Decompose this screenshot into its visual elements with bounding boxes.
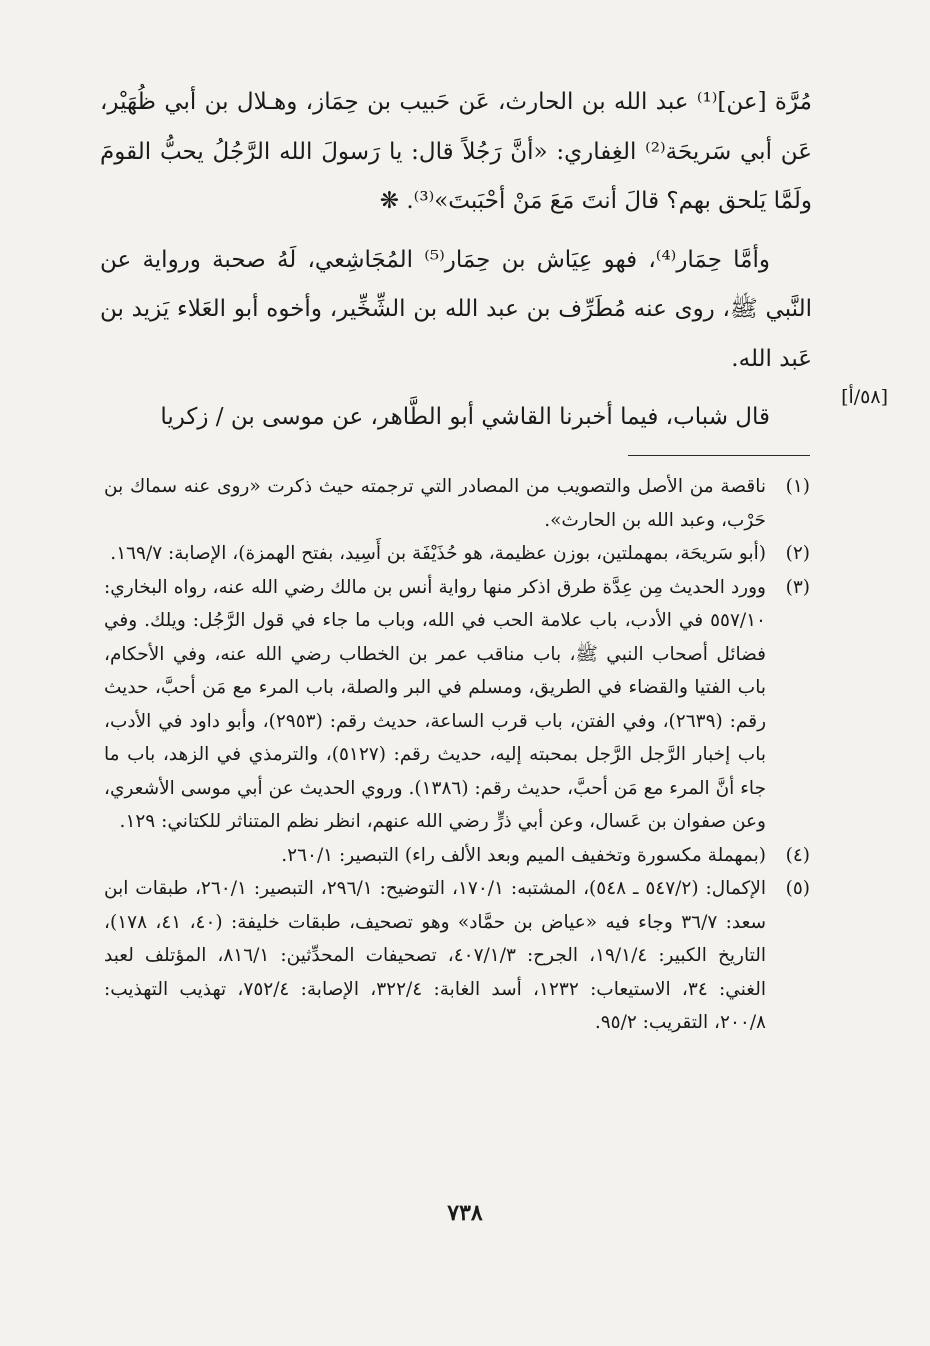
footnote-text: وورد الحديث مِن عِدَّة طرق اذكر منها رواية أنس بن مالك رضي الله عنه، رواه البخاري: ٥٥٧/١٠ في الأدب، باب علامة الحب في الله، وباب ما جاء في قول الرَّجُل: ويلك. وفي فضائل أصحاب النبي ﷺ، باب مناقب عمر بن الخطاب رضي الله عنه، وفي الأحكام، باب الفتيا والقضاء في الطريق، ومسلم في البر والصلة، باب المرء مع مَن أحبَّ، حديث رقم: (٢٦٣٩)، وفي الفتن، باب قرب الساعة، حديث رقم: (٢٩٥٣)، وأبو داود في الأدب، باب إخبار الرَّجل الرَّجل بمحبته إليه، حديث رقم: (٥١٢٧)، والترمذي في الزهد، باب ما جاء أنَّ المرء مع مَن أحبَّ، حديث رقم: (١٣٨٦). وروي الحديث عن أبي موسى الأشعري، وعن صفوان بن عَسال، وعن أبي ذرٍّ رضي الله عنهم، انظر نظم المتناثر للكتاني: ١٢٩. xyxy=(104,576,767,832)
footnote-2 xyxy=(104,537,810,571)
footnote-text: ناقصة من الأصل والتصويب من المصادر التي ترجمته حيث ذكرت «روى عنه سماك بن حَرْب، وعبد الله بن الحارث». xyxy=(104,476,766,531)
footnote-number: (٢) xyxy=(785,543,810,564)
footnote-number: (٤) xyxy=(785,844,810,866)
main-text xyxy=(100,78,812,443)
footnote-number: (٥) xyxy=(785,878,810,899)
footnote-text: (بمهملة مكسورة وتخفيف الميم وبعد الألف راء) التبصير: ٢٦٠/١. xyxy=(281,844,766,866)
main-paragraph-2: وأمَّا حِمَار⁽⁴⁾، فهو عِيَاش بن حِمَار⁽⁵⁾ المُجَاشِعي، لَهُ صحبة ورواية عن النَّبي ﷺ، روى عنه مُطَرِّف بن عبد الله بن الشِّخِّير، وأخوه أبو العَلاء يَزيد بن عَبد الله. xyxy=(100,246,812,372)
footnote-3 xyxy=(104,571,810,839)
footnote-separator xyxy=(628,455,810,456)
footnote-number: (٣) xyxy=(785,576,810,598)
footnote-5 xyxy=(104,872,810,1040)
footnote-4 xyxy=(104,839,810,873)
footnote-1 xyxy=(104,470,810,537)
footnote-text: (أبو سَريحَة، بمهملتين، بوزن عظيمة، هو حُذَيْفَة بن أَسِيد، بفتح الهمزة)، الإصابة: ١٦٩/٧. xyxy=(110,543,766,564)
footnotes xyxy=(104,470,810,1040)
footnote-text: الإكمال: (٥٤٧/٢ ـ ٥٤٨)، المشتبه: ١٧٠/١، التوضيح: ٢٩٦/١، التبصير: ٢٦٠/١، طبقات ابن سعد: ٣٦/٧ وجاء فيه «عياض بن حمَّاد» وهو تصحيف، طبقات خليفة: (٤٠، ٤١، ١٧٨)، التاريخ الكبير: ١٩/١/٤، الجرح: ٤٠٧/١/٣، تصحيفات المحدِّثين: ٨١٦/١، المؤتلف لعبد الغني: ٣٤، الاستيعاب: ١٢٣٢، أسد الغابة: ٣٢٢/٤، الإصابة: ٧٥٢/٤، تهذيب التهذيب: ٢٠٠/٨، التقريب: ٩٥/٢. xyxy=(104,878,767,1033)
manuscript-folio-marker: [٥٨/أ] xyxy=(841,386,888,408)
main-paragraph-3: قال شباب، فيما أخبرنا القاشي أبو الطَّاهر، عن موسى بن / زكريا xyxy=(160,404,770,430)
main-paragraph-1: مُرَّة [عن]⁽¹⁾ عبد الله بن الحارث، عَن حَبيب بن حِمَاز، وهـلال بن أبي ظُهَيْر، عَن أبي سَريحَة⁽²⁾ الغِفاري: «أنَّ رَجُلاً قال: يا رَسولَ الله الرَّجُلُ يحبُّ القومَ ولَمَّا يَلحق بهم؟ قالَ أنتَ مَعَ مَنْ أحْبَبتَ»⁽³⁾. ❋ xyxy=(100,89,812,214)
page-number: ٧٣٨ xyxy=(447,1200,483,1226)
footnote-number: (١) xyxy=(785,476,810,497)
